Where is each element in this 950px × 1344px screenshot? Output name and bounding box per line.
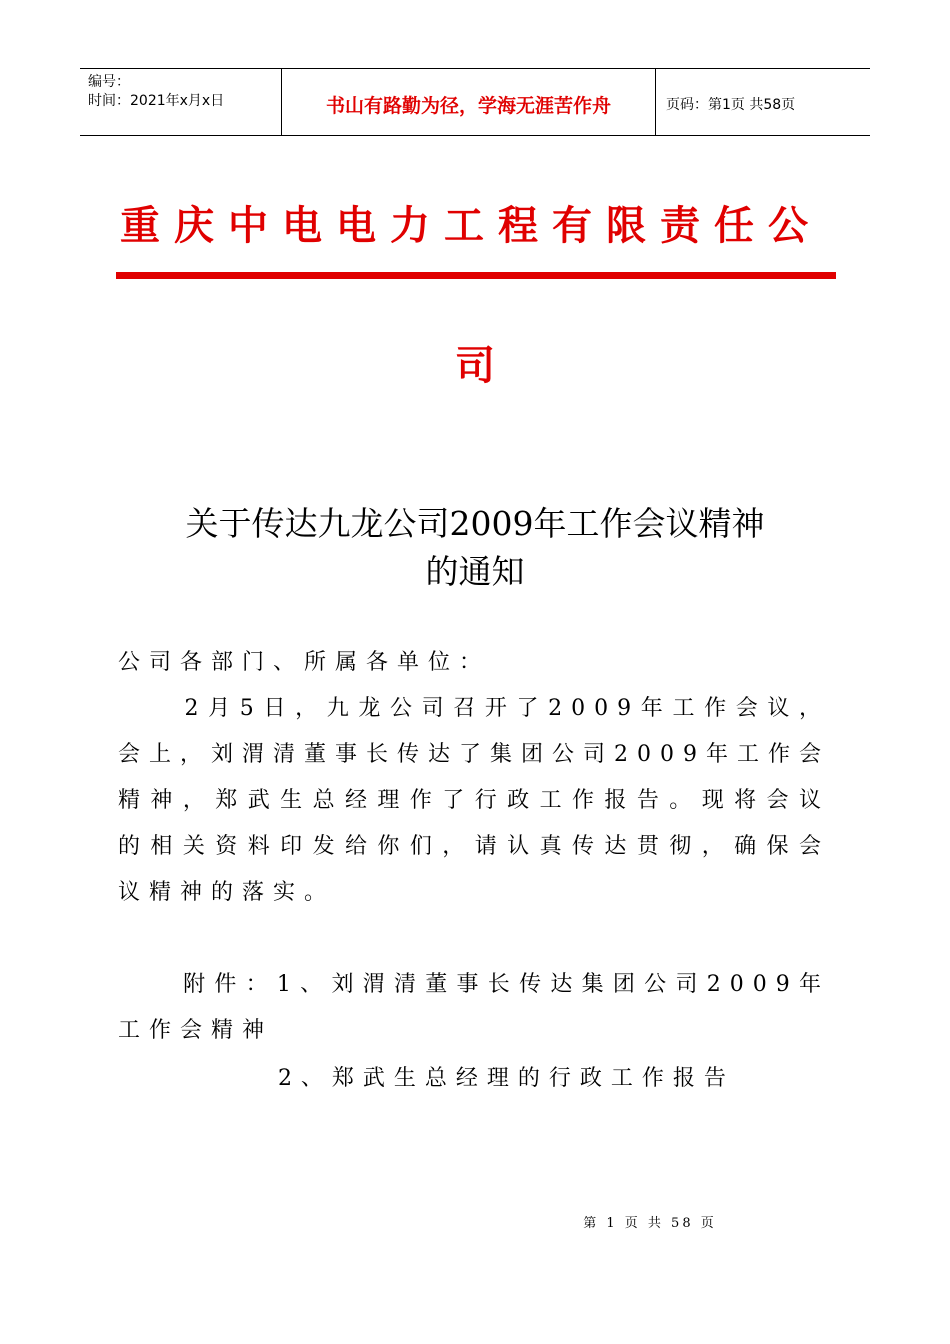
body-paragraph: 2月5日，九龙公司召开了2009年工作会议，会上，刘渭清董事长传达了集团公司2009年工作会精神，郑武生总经理作了行政工作报告。现将会议的相关资料印发给你们，请认真传达贯彻，确保会议精神的落实。 — [118, 696, 830, 905]
header-meta-cell — [80, 69, 282, 135]
attachment-item-2: 2、郑武生总经理的行政工作报告 — [118, 1066, 735, 1091]
page-footer: 第 1 页 共 58 页 — [583, 1216, 717, 1231]
document-title-line2: 的通知 — [425, 552, 525, 591]
header-motto-cell — [282, 69, 656, 135]
number-label: 编号： — [88, 74, 130, 90]
header-page-cell — [656, 69, 870, 135]
salutation: 公司各部门、所属各单位： — [118, 650, 491, 675]
document-title — [0, 500, 950, 596]
header-table — [80, 68, 870, 136]
page-info: 页码：第1页 共58页 — [666, 97, 796, 113]
time-label: 时间：2021年x月x日 — [88, 93, 225, 109]
attachment-item-1: 附件：1、刘渭清董事长传达集团公司2009年工作会精神 — [118, 972, 830, 1043]
company-name-line1: 重庆中电电力工程有限责任公 — [120, 203, 822, 249]
motto-text: 书山有路勤为径，学海无涯苦作舟 — [325, 94, 611, 117]
company-name-line2: 司 — [455, 343, 495, 389]
red-divider — [116, 272, 836, 279]
document-title-line1: 关于传达九龙公司2009年工作会议精神 — [185, 504, 765, 543]
